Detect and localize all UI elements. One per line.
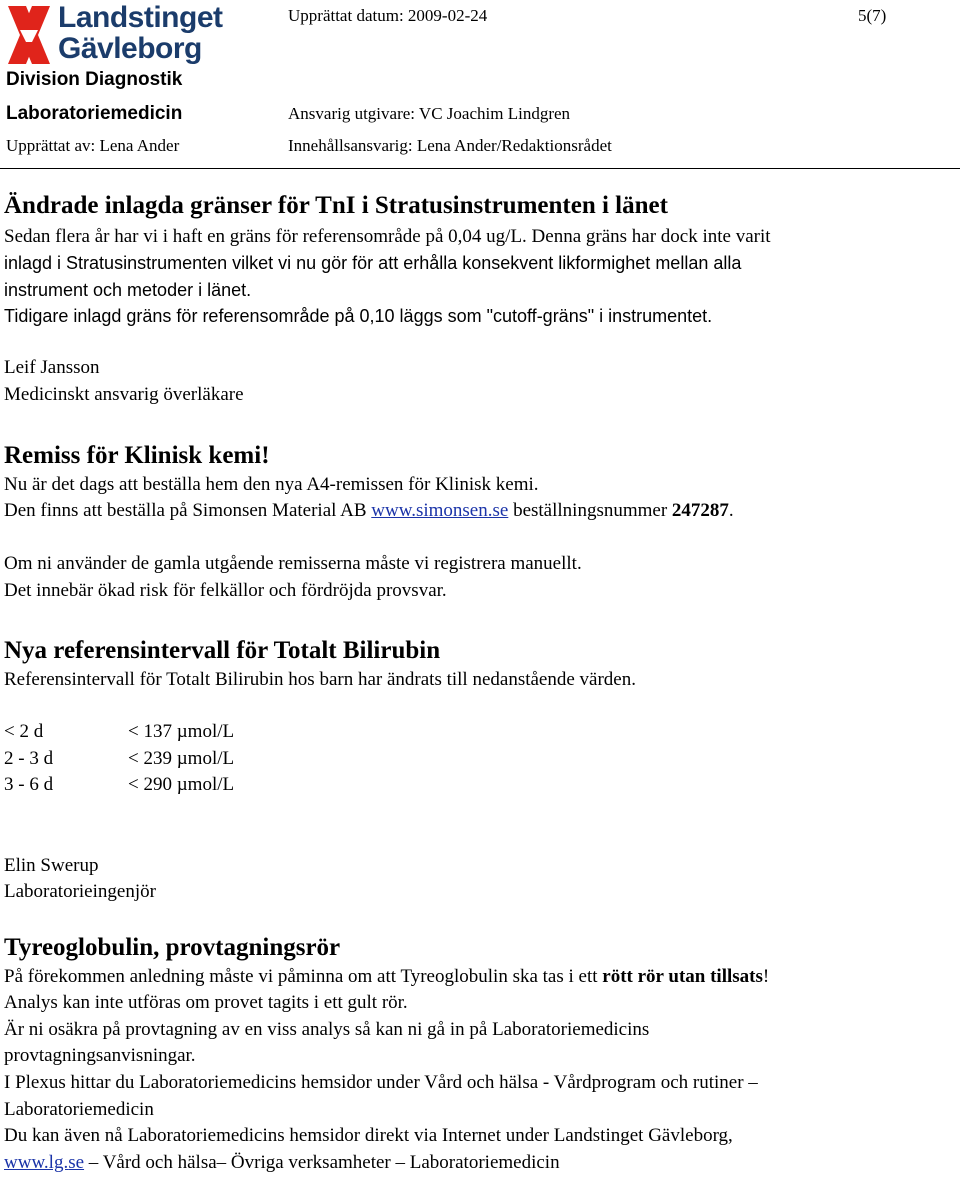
remiss-line2-middle: beställningsnummer <box>508 500 672 521</box>
tyreo-text-line5: I Plexus hittar du Laboratoriemedicins hemsidor under Vård och hälsa - Vårdprogram och rutiner – <box>4 1072 758 1093</box>
header-divider <box>0 168 960 169</box>
section-title-bilirubin: Nya referensintervall för Totalt Bilirubin <box>4 637 441 664</box>
tyreo-text-line2: Analys kan inte utföras om provet tagits i ett gult rör. <box>4 992 408 1013</box>
remiss-line2-prefix: Den finns att beställa på Simonsen Material AB <box>4 500 372 521</box>
tyreo-text-line1 <box>4 966 769 988</box>
bilirubin-signer-name: Elin Swerup <box>4 855 99 876</box>
tyreo-line8-rest: – Vård och hälsa– Övriga verksamheter – Laboratoriemedicin <box>84 1152 560 1173</box>
tyreo-line1-prefix: På förekommen anledning måste vi påminna om att Tyreoglobulin ska tas i ett <box>4 966 603 987</box>
bilirubin-signer-title: Laboratorieingenjör <box>4 881 156 902</box>
simonsen-link-part1: www.simonsen. <box>371 500 493 521</box>
order-number: 247287 <box>671 500 729 521</box>
bilirubin-intro: Referensintervall för Totalt Bilirubin hos barn har ändrats till nedanstående värden. <box>4 669 636 690</box>
content-owner: Innehållsansvarig: Lena Ander/Redaktionsrådet <box>288 136 612 155</box>
table-cell-age: 2 - 3 d <box>4 748 54 769</box>
remiss-text-line2 <box>4 500 734 522</box>
remiss-line2-end: . <box>728 500 734 521</box>
publisher: Ansvarig utgivare: VC Joachim Lindgren <box>288 104 571 123</box>
tyreo-text-line6: Laboratoriemedicin <box>4 1099 154 1120</box>
landstinget-logo <box>6 2 246 72</box>
remiss-text-line3: Om ni använder de gamla utgående remisserna måste vi registrera manuellt. <box>4 553 582 574</box>
tyreo-text-line3: Är ni osäkra på provtagning av en viss analys så kan ni gå in på Laboratoriemedicins <box>4 1019 650 1040</box>
remiss-text-line4: Det innebär ökad risk för felkällor och fördröjda provsvar. <box>4 580 447 601</box>
tni-signer-name: Leif Jansson <box>4 357 100 378</box>
table-cell-value: < 290 µmol/L <box>128 774 235 795</box>
tni-text-line3: instrument och metoder i länet. <box>4 280 252 300</box>
section-title-tyreoglobulin: Tyreoglobulin, provtagningsrör <box>4 934 341 961</box>
tni-signer-title: Medicinskt ansvarig överläkare <box>4 384 244 405</box>
tni-text-line4: Tidigare inlagd gräns för referensområde på 0,10 läggs som "cutoff-gräns" i instrumentet. <box>4 306 713 326</box>
simonsen-link[interactable] <box>371 500 508 521</box>
division-name: Division Diagnostik <box>6 69 183 90</box>
table-cell-age: 3 - 6 d <box>4 774 54 795</box>
table-cell-value: < 137 µmol/L <box>128 721 235 742</box>
tyreo-text-line4: provtagningsanvisningar. <box>4 1045 196 1066</box>
created-date: Upprättat datum: 2009-02-24 <box>288 6 488 25</box>
tyreo-text-line7: Du kan även nå Laboratoriemedicins hemsidor direkt via Internet under Landstinget Gävleborg, <box>4 1125 733 1146</box>
section-title-remiss: Remiss för Klinisk kemi! <box>4 442 270 469</box>
logo-text-gavleborg: Gävleborg <box>58 32 202 65</box>
simonsen-link-part2: se <box>492 500 509 521</box>
tni-text-line2: inlagd i Stratusinstrumenten vilket vi nu gör för att erhålla konsekvent likformighet mellan alla <box>4 253 742 273</box>
section-title-tni: Ändrade inlagda gränser för TnI i Stratusinstrumenten i länet <box>4 192 668 219</box>
page-number: 5(7) <box>858 6 887 25</box>
tyreo-line1-end: ! <box>762 966 770 987</box>
lg-link-part1: www.lg. <box>4 1152 69 1173</box>
created-by: Upprättat av: Lena Ander <box>6 136 180 155</box>
table-cell-age: < 2 d <box>4 721 44 742</box>
tyreo-tube-emphasis: rött rör utan tillsats <box>602 966 763 987</box>
remiss-text-line1: Nu är det dags att beställa hem den nya A4-remissen för Klinisk kemi. <box>4 474 539 495</box>
tni-text-line1: Sedan flera år har vi i haft en gräns för referensområde på 0,04 ug/L. Denna gräns har dock inte varit <box>4 226 771 247</box>
lg-link[interactable] <box>4 1152 84 1173</box>
logo-mark-icon <box>6 4 56 66</box>
table-cell-value: < 239 µmol/L <box>128 748 235 769</box>
department-name: Laboratoriemedicin <box>6 103 183 124</box>
logo-text-landstinget: Landstinget <box>58 1 223 34</box>
tyreo-text-line8 <box>4 1152 560 1174</box>
lg-link-part2: se <box>68 1152 85 1173</box>
